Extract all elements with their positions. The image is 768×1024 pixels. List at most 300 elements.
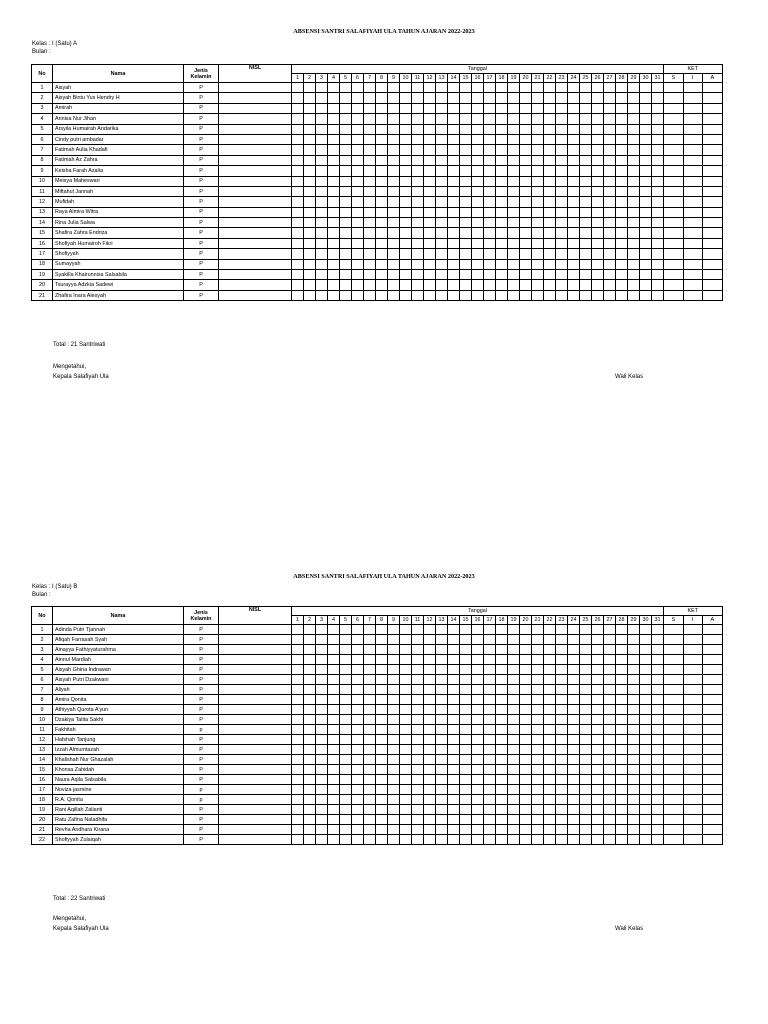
- attendance-cell: [520, 785, 532, 795]
- attendance-cell: [532, 715, 544, 725]
- attendance-cell: [604, 114, 616, 124]
- attendance-cell: [340, 218, 352, 228]
- attendance-cell: [328, 725, 340, 735]
- attendance-cell: [400, 785, 412, 795]
- attendance-cell: [592, 249, 604, 259]
- attendance-cell: [388, 166, 400, 176]
- attendance-cell: [412, 166, 424, 176]
- attendance-cell: [652, 218, 664, 228]
- nisl-cell: [219, 228, 292, 238]
- attendance-cell: [640, 665, 652, 675]
- attendance-cell: [628, 645, 640, 655]
- table-row: [32, 228, 723, 238]
- attendance-cell: [568, 735, 580, 745]
- attendance-cell: [460, 290, 472, 300]
- attendance-cell: [484, 715, 496, 725]
- ket-cell: [664, 197, 684, 207]
- attendance-cell: [496, 695, 508, 705]
- attendance-cell: [616, 725, 628, 735]
- attendance-cell: [484, 218, 496, 228]
- attendance-cell: [364, 785, 376, 795]
- attendance-cell: [400, 735, 412, 745]
- student-name: Annisa Nur Jihan: [53, 114, 184, 124]
- attendance-cell: [292, 103, 304, 113]
- table-row: [32, 166, 723, 176]
- attendance-cell: [532, 835, 544, 845]
- attendance-cell: [604, 765, 616, 775]
- attendance-cell: [544, 775, 556, 785]
- attendance-cell: [436, 259, 448, 269]
- attendance-cell: [544, 259, 556, 269]
- attendance-cell: [412, 795, 424, 805]
- row-number: 13: [32, 207, 53, 217]
- header-row: [32, 607, 723, 616]
- attendance-cell: [328, 745, 340, 755]
- ket-cell: [664, 775, 684, 785]
- attendance-cell: [628, 815, 640, 825]
- attendance-cell: [508, 197, 520, 207]
- attendance-cell: [376, 145, 388, 155]
- table-row: [32, 114, 723, 124]
- attendance-cell: [616, 186, 628, 196]
- attendance-cell: [616, 755, 628, 765]
- attendance-cell: [316, 665, 328, 675]
- day-header: 26: [592, 74, 604, 83]
- attendance-cell: [472, 197, 484, 207]
- attendance-cell: [376, 715, 388, 725]
- attendance-cell: [604, 176, 616, 186]
- attendance-cell: [412, 155, 424, 165]
- attendance-cell: [616, 83, 628, 93]
- attendance-cell: [352, 197, 364, 207]
- nisl-cell: [219, 675, 292, 685]
- attendance-cell: [616, 238, 628, 248]
- attendance-cell: [604, 645, 616, 655]
- attendance-cell: [520, 249, 532, 259]
- attendance-cell: [580, 695, 592, 705]
- attendance-cell: [448, 765, 460, 775]
- attendance-cell: [580, 124, 592, 134]
- attendance-cell: [316, 124, 328, 134]
- attendance-cell: [652, 93, 664, 103]
- row-number: 7: [32, 685, 53, 695]
- nisl-cell: [219, 795, 292, 805]
- attendance-cell: [640, 249, 652, 259]
- ket-cell: [683, 166, 703, 176]
- attendance-cell: [652, 207, 664, 217]
- attendance-cell: [316, 775, 328, 785]
- attendance-cell: [304, 207, 316, 217]
- ket-cell: [683, 625, 703, 635]
- attendance-cell: [520, 238, 532, 248]
- attendance-cell: [412, 259, 424, 269]
- ket-cell: [683, 655, 703, 665]
- attendance-cell: [352, 93, 364, 103]
- ket-cell: [664, 725, 684, 735]
- gender-cell: P: [184, 655, 219, 665]
- attendance-cell: [496, 197, 508, 207]
- ket-cell: [664, 715, 684, 725]
- gender-cell: P: [184, 207, 219, 217]
- attendance-cell: [316, 705, 328, 715]
- attendance-cell: [604, 655, 616, 665]
- attendance-cell: [580, 675, 592, 685]
- attendance-cell: [592, 259, 604, 269]
- ket-cell: [683, 705, 703, 715]
- attendance-cell: [556, 635, 568, 645]
- ket-cell: [664, 238, 684, 248]
- attendance-cell: [520, 290, 532, 300]
- attendance-cell: [400, 197, 412, 207]
- attendance-cell: [652, 103, 664, 113]
- attendance-cell: [508, 114, 520, 124]
- attendance-cell: [496, 625, 508, 635]
- attendance-cell: [604, 228, 616, 238]
- attendance-cell: [376, 815, 388, 825]
- attendance-cell: [460, 795, 472, 805]
- row-number: 21: [32, 825, 53, 835]
- attendance-cell: [532, 705, 544, 715]
- attendance-cell: [592, 765, 604, 775]
- attendance-cell: [412, 238, 424, 248]
- attendance-cell: [616, 685, 628, 695]
- attendance-cell: [304, 228, 316, 238]
- attendance-cell: [388, 218, 400, 228]
- attendance-cell: [496, 725, 508, 735]
- attendance-cell: [604, 675, 616, 685]
- row-number: 8: [32, 155, 53, 165]
- attendance-cell: [388, 207, 400, 217]
- attendance-cell: [400, 134, 412, 144]
- attendance-cell: [292, 124, 304, 134]
- attendance-cell: [364, 83, 376, 93]
- attendance-cell: [604, 835, 616, 845]
- attendance-cell: [556, 83, 568, 93]
- attendance-cell: [448, 103, 460, 113]
- attendance-cell: [484, 635, 496, 645]
- ket-cell: [664, 207, 684, 217]
- attendance-cell: [604, 685, 616, 695]
- ket-header: A: [703, 74, 723, 83]
- attendance-cell: [388, 735, 400, 745]
- attendance-cell: [292, 685, 304, 695]
- gender-cell: P: [184, 635, 219, 645]
- attendance-cell: [352, 207, 364, 217]
- nisl-cell: [219, 259, 292, 269]
- attendance-cell: [556, 725, 568, 735]
- day-header: 24: [568, 74, 580, 83]
- attendance-cell: [508, 83, 520, 93]
- attendance-cell: [352, 665, 364, 675]
- attendance-cell: [328, 735, 340, 745]
- attendance-cell: [628, 145, 640, 155]
- attendance-cell: [556, 155, 568, 165]
- attendance-cell: [460, 755, 472, 765]
- gender-cell: P: [184, 83, 219, 93]
- attendance-cell: [556, 735, 568, 745]
- attendance-cell: [556, 815, 568, 825]
- attendance-cell: [544, 655, 556, 665]
- table-row: [32, 155, 723, 165]
- attendance-cell: [472, 145, 484, 155]
- attendance-cell: [496, 83, 508, 93]
- attendance-cell: [460, 745, 472, 755]
- attendance-cell: [316, 815, 328, 825]
- ket-cell: [664, 805, 684, 815]
- attendance-cell: [520, 665, 532, 675]
- attendance-cell: [436, 735, 448, 745]
- attendance-cell: [412, 835, 424, 845]
- attendance-cell: [580, 155, 592, 165]
- attendance-cell: [448, 290, 460, 300]
- attendance-cell: [532, 825, 544, 835]
- attendance-cell: [424, 705, 436, 715]
- attendance-cell: [520, 705, 532, 715]
- attendance-cell: [400, 176, 412, 186]
- attendance-cell: [292, 83, 304, 93]
- attendance-cell: [604, 725, 616, 735]
- attendance-cell: [364, 124, 376, 134]
- attendance-cell: [568, 765, 580, 775]
- attendance-cell: [592, 835, 604, 845]
- day-header: 31: [652, 74, 664, 83]
- attendance-cell: [292, 197, 304, 207]
- attendance-cell: [628, 124, 640, 134]
- attendance-cell: [580, 655, 592, 665]
- attendance-cell: [616, 249, 628, 259]
- ket-cell: [664, 103, 684, 113]
- attendance-cell: [472, 685, 484, 695]
- attendance-cell: [532, 775, 544, 785]
- table-row: [32, 675, 723, 685]
- attendance-cell: [640, 207, 652, 217]
- nisl-cell: [219, 835, 292, 845]
- student-name: Noviza jasmine: [53, 785, 184, 795]
- day-header: 29: [628, 74, 640, 83]
- ket-cell: [664, 745, 684, 755]
- ket-cell: [664, 93, 684, 103]
- attendance-cell: [328, 775, 340, 785]
- attendance-cell: [376, 665, 388, 675]
- attendance-cell: [652, 825, 664, 835]
- gender-cell: P: [184, 755, 219, 765]
- attendance-cell: [448, 186, 460, 196]
- attendance-cell: [628, 675, 640, 685]
- attendance-cell: [316, 675, 328, 685]
- attendance-cell: [352, 124, 364, 134]
- attendance-cell: [472, 665, 484, 675]
- attendance-cell: [484, 645, 496, 655]
- table-row: [32, 805, 723, 815]
- attendance-cell: [292, 228, 304, 238]
- attendance-cell: [616, 825, 628, 835]
- attendance-cell: [520, 93, 532, 103]
- ket-cell: [683, 155, 703, 165]
- day-header: 1: [292, 74, 304, 83]
- attendance-cell: [568, 705, 580, 715]
- row-number: 20: [32, 280, 53, 290]
- attendance-cell: [364, 270, 376, 280]
- attendance-cell: [328, 675, 340, 685]
- attendance-cell: [520, 815, 532, 825]
- attendance-cell: [532, 645, 544, 655]
- ket-cell: [703, 218, 723, 228]
- ket-cell: [703, 805, 723, 815]
- attendance-cell: [628, 186, 640, 196]
- attendance-cell: [424, 645, 436, 655]
- ket-cell: [664, 290, 684, 300]
- student-name: Sumayyah: [53, 259, 184, 269]
- student-name: Meisya Maheswari: [53, 176, 184, 186]
- attendance-cell: [520, 176, 532, 186]
- student-name: Aisyah Ghina Indrawan: [53, 665, 184, 675]
- ket-cell: [703, 270, 723, 280]
- attendance-cell: [292, 145, 304, 155]
- attendance-cell: [388, 238, 400, 248]
- attendance-cell: [388, 745, 400, 755]
- attendance-cell: [436, 145, 448, 155]
- attendance-cell: [412, 145, 424, 155]
- attendance-cell: [628, 835, 640, 845]
- attendance-cell: [616, 93, 628, 103]
- attendance-cell: [424, 280, 436, 290]
- attendance-cell: [568, 725, 580, 735]
- attendance-cell: [352, 765, 364, 775]
- attendance-cell: [352, 103, 364, 113]
- student-name: Aisyah Putri Dzakwani: [53, 675, 184, 685]
- gender-cell: P: [184, 218, 219, 228]
- attendance-cell: [400, 715, 412, 725]
- attendance-cell: [412, 218, 424, 228]
- student-name: Tsurayya Adzkia Sadewi: [53, 280, 184, 290]
- attendance-cell: [628, 197, 640, 207]
- attendance-cell: [592, 114, 604, 124]
- attendance-cell: [316, 835, 328, 845]
- ket-cell: [683, 685, 703, 695]
- day-header: 28: [616, 74, 628, 83]
- attendance-cell: [628, 685, 640, 695]
- attendance-cell: [304, 655, 316, 665]
- attendance-cell: [496, 775, 508, 785]
- attendance-cell: [304, 665, 316, 675]
- attendance-cell: [592, 685, 604, 695]
- ket-cell: [664, 176, 684, 186]
- attendance-cell: [652, 835, 664, 845]
- attendance-cell: [340, 765, 352, 775]
- ket-cell: [703, 675, 723, 685]
- attendance-cell: [292, 270, 304, 280]
- gender-cell: P: [184, 675, 219, 685]
- attendance-cell: [472, 755, 484, 765]
- ket-cell: [703, 695, 723, 705]
- col-header-jenis-kelamin: Jenis Kelamin: [184, 607, 219, 625]
- attendance-cell: [424, 635, 436, 645]
- attendance-cell: [424, 685, 436, 695]
- attendance-cell: [400, 259, 412, 269]
- attendance-cell: [580, 103, 592, 113]
- attendance-cell: [448, 695, 460, 705]
- row-number: 10: [32, 715, 53, 725]
- attendance-cell: [496, 805, 508, 815]
- attendance-cell: [292, 93, 304, 103]
- attendance-cell: [376, 290, 388, 300]
- attendance-cell: [340, 805, 352, 815]
- attendance-cell: [328, 695, 340, 705]
- attendance-cell: [496, 705, 508, 715]
- attendance-cell: [592, 228, 604, 238]
- attendance-cell: [424, 715, 436, 725]
- attendance-cell: [532, 145, 544, 155]
- ket-cell: [683, 176, 703, 186]
- attendance-cell: [628, 775, 640, 785]
- attendance-cell: [472, 280, 484, 290]
- attendance-cell: [568, 114, 580, 124]
- gender-cell: P: [184, 124, 219, 134]
- gender-cell: P: [184, 270, 219, 280]
- attendance-cell: [652, 176, 664, 186]
- attendance-cell: [424, 745, 436, 755]
- nisl-cell: [219, 176, 292, 186]
- gender-cell: P: [184, 134, 219, 144]
- attendance-cell: [532, 114, 544, 124]
- attendance-cell: [436, 765, 448, 775]
- student-name: Amirah: [53, 103, 184, 113]
- attendance-cell: [496, 249, 508, 259]
- attendance-cell: [628, 695, 640, 705]
- attendance-cell: [508, 655, 520, 665]
- attendance-cell: [400, 775, 412, 785]
- attendance-cell: [472, 103, 484, 113]
- attendance-cell: [580, 625, 592, 635]
- attendance-cell: [496, 176, 508, 186]
- attendance-cell: [328, 765, 340, 775]
- row-number: 16: [32, 775, 53, 785]
- ket-cell: [664, 83, 684, 93]
- attendance-cell: [412, 815, 424, 825]
- attendance-cell: [424, 166, 436, 176]
- attendance-cell: [352, 645, 364, 655]
- attendance-cell: [448, 775, 460, 785]
- attendance-cell: [436, 134, 448, 144]
- attendance-cell: [448, 795, 460, 805]
- attendance-cell: [316, 238, 328, 248]
- attendance-cell: [400, 685, 412, 695]
- table-row: [32, 280, 723, 290]
- attendance-cell: [472, 835, 484, 845]
- attendance-cell: [340, 145, 352, 155]
- attendance-cell: [352, 705, 364, 715]
- col-header-tanggal: Tanggal: [292, 607, 664, 616]
- ket-cell: [703, 685, 723, 695]
- attendance-cell: [340, 176, 352, 186]
- attendance-cell: [580, 270, 592, 280]
- attendance-cell: [340, 249, 352, 259]
- attendance-cell: [388, 815, 400, 825]
- attendance-cell: [292, 280, 304, 290]
- attendance-cell: [568, 83, 580, 93]
- row-number: 20: [32, 815, 53, 825]
- attendance-cell: [640, 270, 652, 280]
- attendance-cell: [316, 695, 328, 705]
- attendance-cell: [568, 715, 580, 725]
- attendance-cell: [352, 155, 364, 165]
- attendance-cell: [436, 695, 448, 705]
- attendance-cell: [292, 805, 304, 815]
- attendance-cell: [364, 259, 376, 269]
- attendance-cell: [580, 280, 592, 290]
- student-name: R.A. Qonita: [53, 795, 184, 805]
- col-header-tanggal: Tanggal: [292, 65, 664, 74]
